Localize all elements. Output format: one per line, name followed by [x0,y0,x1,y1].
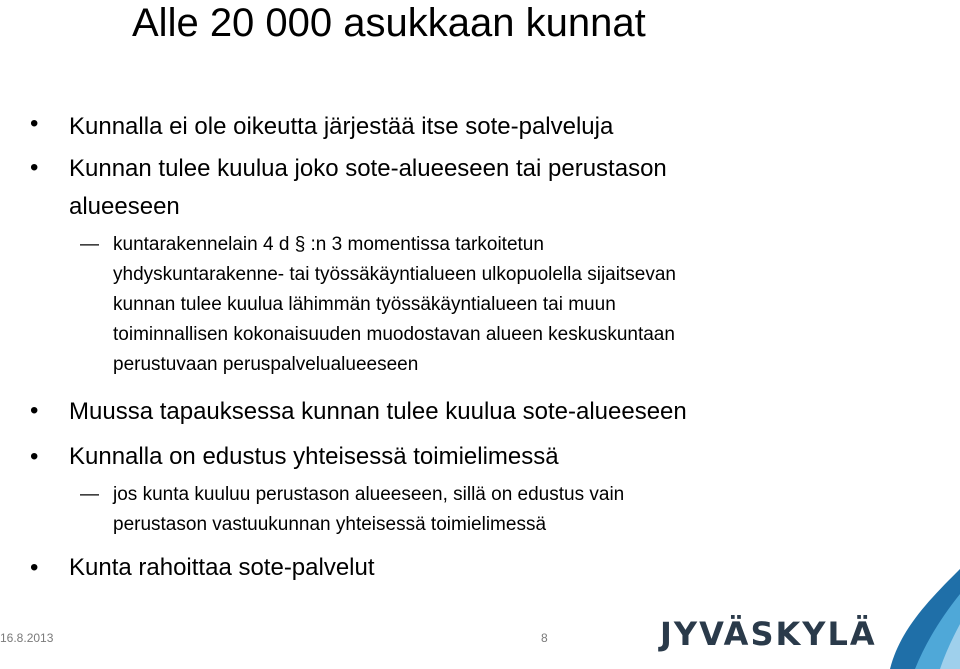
bullet-2-line-1: Kunnan tulee kuulua joko sote-alueeseen tai perustason [69,155,667,182]
bullet-5: Kunta rahoittaa sote-palvelut [69,554,375,581]
logo-swoosh-icon [860,569,960,669]
bullet-2-line-2: alueeseen [69,193,180,220]
dash-marker: — [80,484,99,505]
bullet-dot: • [30,554,39,581]
sub-bullet-1-line-3: kunnan tulee kuulua lähimmän työssäkäyntialueen tai muun [113,294,616,315]
bullet-dot: • [30,397,39,424]
page-number: 8 [541,631,548,645]
bullet-dot: • [30,154,39,181]
dash-marker: — [80,234,99,255]
sub-bullet-1-line-1: kuntarakennelain 4 d § :n 3 momentissa tarkoitetun [113,234,544,255]
sub-bullet-2-line-2: perustason vastuukunnan yhteisessä toimielimessä [113,514,547,535]
sub-bullet-1-line-2: yhdyskuntarakenne- tai työssäkäyntialueen ulkopuolella sijaitsevan [113,264,676,285]
bullet-3: Muussa tapauksessa kunnan tulee kuulua sote-alueeseen [69,398,687,425]
bullet-1: Kunnalla ei ole oikeutta järjestää itse sote-palveluja [69,113,614,140]
sub-bullet-1-line-5: perustuvaan peruspalvelualueeseen [113,354,419,375]
footer-date: 16.8.2013 [0,631,54,645]
sub-bullet-2-line-1: jos kunta kuuluu perustason alueeseen, sillä on edustus vain [113,484,625,505]
slide-title: Alle 20 000 asukkaan kunnat [132,1,646,45]
bullet-dot: • [30,443,39,470]
bullet-4: Kunnalla on edustus yhteisessä toimielimessä [69,443,559,470]
bullet-dot: • [30,110,39,137]
sub-bullet-1-line-4: toiminnallisen kokonaisuuden muodostavan alueen keskuskuntaan [113,324,675,345]
jyvaskyla-logo: JYVÄSKYLÄ [660,615,877,653]
